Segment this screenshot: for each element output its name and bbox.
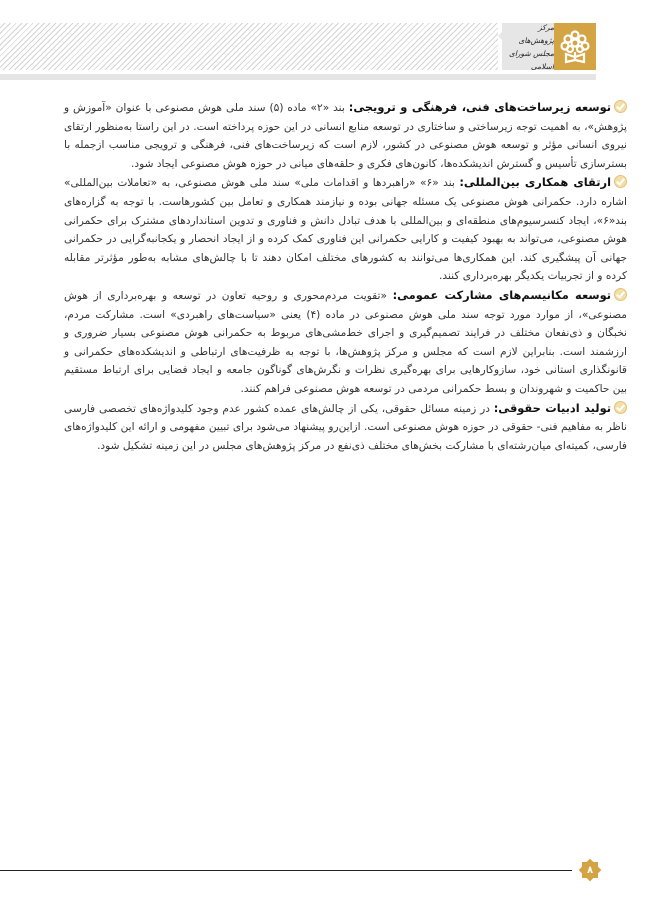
paragraph-infrastructure xyxy=(64,98,627,173)
paragraph-body: «تقویت مردم‌محوری و روحیه تعاون در توسعه و بهره‌برداری از هوش مصنوعی»، از موارد مورد توجه سند ملی هوش مصنوعی در ماده (۴) یعنی «سیاست‌های راهبردی» است. مشارکت مردم، نخبگان و ذی‌نفعان مختلف در فرایند تصمیم‌گیری و اجرای خط‌مشی‌های مربوط به حکمرانی هوش مصنوعی بسیار ضروری و ارزشمند است. بنابراین لازم است که مجلس و مرکز پژوهش‌ها، با توجه به ظرفیت‌های ارتباطی و اندیشکده‌های حکمرانی و قانونگذاری استانی خود، سازوکارهایی برای بهره‌گیری نظرات و نگرش‌های گوناگون جامعه و ایجاد فضایی برای ارتباط مستقیم بین حاکمیت و شهروندان و بسط حکمرانی مردمی در توسعه هوش مصنوعی فراهم کنند. xyxy=(64,289,627,395)
check-circle-icon xyxy=(614,288,627,301)
paragraph-title: توسعه زیرساخت‌های فنی، فرهنگی و ترویجی: xyxy=(348,100,611,114)
logo-text-line-2: مجلس شورای اسلامی xyxy=(508,48,554,71)
header-stripe-pattern xyxy=(0,23,498,70)
paragraph-title: تولید ادبیات حقوقی: xyxy=(493,400,612,415)
logo-text-line-1: مرکز پژوهش‌های xyxy=(518,22,554,45)
page-number-badge xyxy=(577,857,603,883)
check-circle-icon xyxy=(614,100,627,113)
paragraph-title: توسعه مکانیسم‌های مشارکت عمومی: xyxy=(392,287,611,302)
check-circle-icon xyxy=(614,401,627,414)
document-body xyxy=(64,98,627,455)
footer-rule xyxy=(0,870,572,871)
logo-emblem xyxy=(554,23,596,70)
check-circle-icon xyxy=(614,175,627,188)
building-book-emblem-icon xyxy=(560,30,590,64)
paragraph-public-participation xyxy=(64,286,627,399)
header-underline-bar xyxy=(0,74,596,80)
paragraph-title: ارتقای همکاری بین‌المللی: xyxy=(459,175,611,190)
paragraph-body: بند «۶» «راهبردها و اقدامات ملی» سند ملی هوش مصنوعی، به «تعاملات بین‌المللی» اشاره دارد. حکمرانی هوش مصنوعی یک مسئله جهانی بوده و نیازمند همکاری و تعامل بین کشورهاست. با توجه به گزاره‌های بند«۶»، ایجاد کنسرسیوم‌های منطقه‌ای و بین‌المللی با هدف تبادل دانش و فناوری و تدوین استانداردهای مشترک برای حکمرانی هوش مصنوعی، می‌تواند به بهبود کیفیت و کارایی حکمرانی این فناوری کمک کرده و از ایجاد انحصار و یکجانبه‌گرایی در حکمرانی جهانی آن پیشگیری کند. این همکاری‌ها می‌توانند به کشورهای مختلف امکان دهند تا با چالش‌های مشابه به‌طور مؤثرتر مقابله کرده و از تجربیات یکدیگر بهره‌برداری کنند. xyxy=(64,177,627,283)
paragraph-body: بند «۲» ماده (۵) سند ملی هوش مصنوعی با عنوان «آموزش و پژوهش»، به اهمیت توجه زیرساختی و ساختاری در توسعه منابع انسانی در این حوزه پرداخته است. در این راستا به‌منظور ارتقای نیروی انسانی مؤثر و توسعه هوش مصنوعی در کشور، لازم است که زیرساخت‌های فنی، فرهنگی و ترویجی مناسب ازجمله با بسترسازی تأسیس و گسترش اندیشکده‌ها، کانون‌های فکری و حلقه‌های میانی در حوزه هوش مصنوعی ایجاد شود. xyxy=(64,102,627,170)
paragraph-legal-literature xyxy=(64,399,627,456)
page-number: ۸ xyxy=(586,864,594,876)
paragraph-body: در زمینه مسائل حقوقی، یکی از چالش‌های عمده کشور عدم وجود کلیدواژه‌های تخصصی فارسی ناظر به مفاهیم فنی- حقوقی در حوزه هوش مصنوعی است. ازاین‌رو پیشنهاد می‌شود برای تبیین مفهومی و ارائه این کلیدواژه‌های فارسی، کمیته‌ای میان‌رشته‌ای با مشارکت بخش‌های مختلف ذی‌نفع در مرکز پژوهش‌های مجلس در این زمینه تشکیل شود. xyxy=(64,402,627,452)
logo-text-box xyxy=(502,23,554,70)
paragraph-international-cooperation xyxy=(64,173,627,286)
page-header xyxy=(0,23,630,70)
